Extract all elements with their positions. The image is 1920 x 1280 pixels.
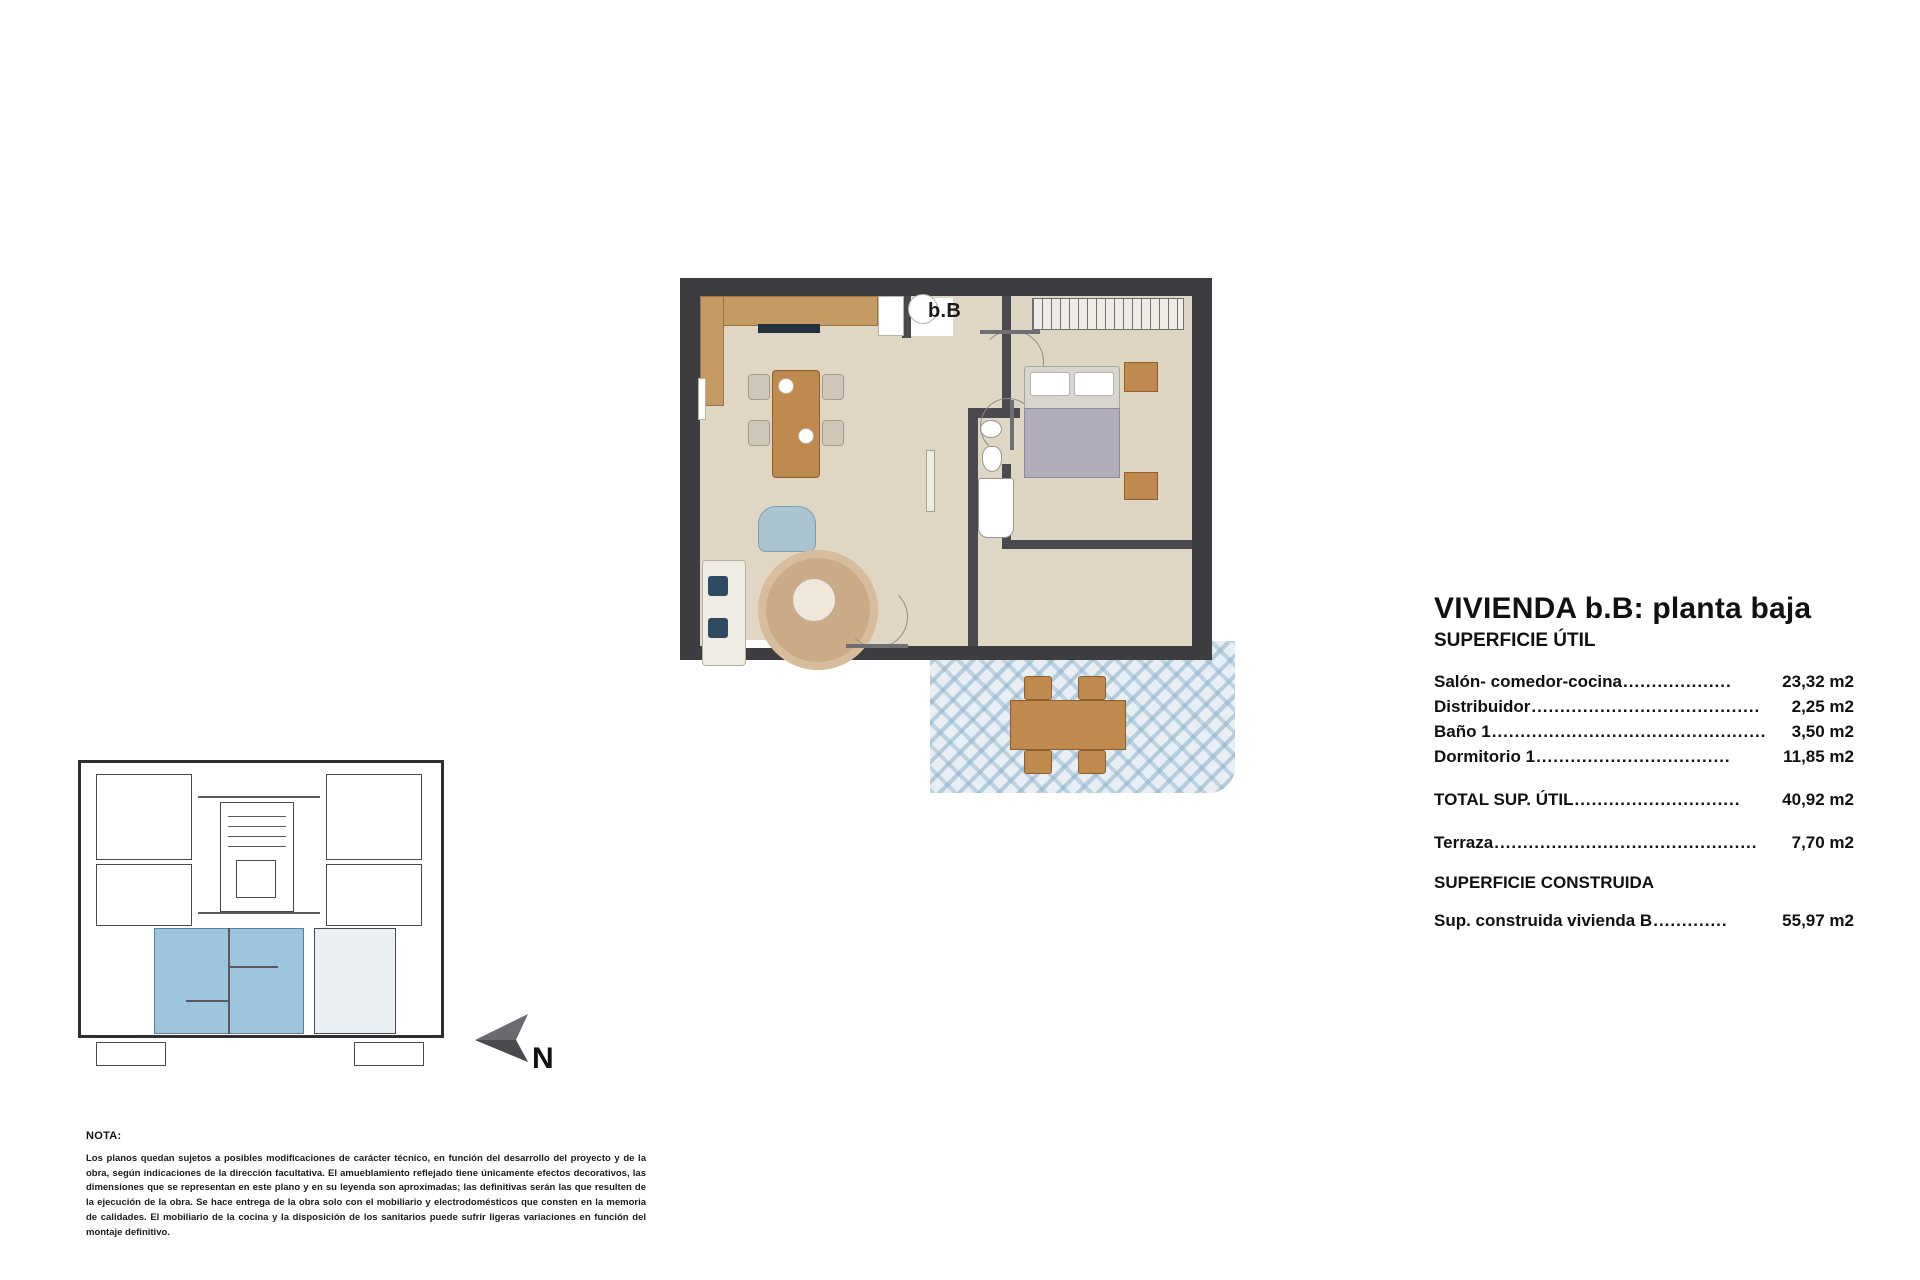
dining-chair (748, 374, 770, 400)
bed-blanket (1024, 408, 1120, 478)
terrace-chair (1024, 750, 1052, 774)
terrace-chair (1024, 676, 1052, 700)
built-area-row (1434, 911, 1854, 931)
terrace-chair (1078, 750, 1106, 774)
dining-placemat (778, 378, 794, 394)
dining-chair (822, 420, 844, 446)
nightstand (1124, 472, 1158, 500)
keyplan-terrace-strip (354, 1042, 424, 1066)
area-row (1434, 672, 1854, 692)
keyplan-outline-bottom (78, 1035, 444, 1038)
leader-dots: ............................. (1574, 790, 1741, 809)
shower-tray (978, 478, 1014, 538)
keyplan-unit (326, 864, 422, 926)
area-value: 11,85 m2 (1783, 747, 1854, 766)
area-value: 2,25 m2 (1791, 697, 1854, 716)
terrace-door-swing (846, 586, 908, 648)
apartment-outline (680, 278, 1240, 798)
partition-wall-bedroom-bottom (1002, 540, 1192, 549)
bathroom-mirror (926, 450, 935, 512)
area-label: Baño 1 (1434, 722, 1491, 741)
area-row (1434, 722, 1854, 742)
kitchen-window (698, 378, 706, 420)
built-value: 55,97 m2 (1782, 911, 1854, 930)
north-arrow (470, 1000, 580, 1090)
leader-dots: .............................................. (1494, 833, 1758, 852)
unit-label: b.B (928, 300, 962, 322)
terrace-label: Terraza (1434, 833, 1494, 852)
terrace-door-leaf (846, 644, 908, 648)
total-useful-area-row (1434, 790, 1854, 810)
north-letter: N (532, 1042, 554, 1075)
nightstand (1124, 362, 1158, 392)
keyplan-highlight-partition (228, 966, 278, 968)
keyplan-highlight-partition (228, 928, 230, 1034)
wardrobe (1032, 298, 1184, 330)
leader-dots: ................... (1622, 672, 1732, 691)
note-block (86, 1130, 646, 1240)
area-label: Salón- comedor-cocina (1434, 672, 1622, 691)
keyplan-outline-right (441, 760, 444, 1038)
keyplan-corridor-line (198, 796, 320, 798)
info-panel (1434, 592, 1854, 936)
spacer (1434, 772, 1854, 790)
page-title: VIVIENDA b.B: planta baja (1434, 592, 1812, 625)
total-label: TOTAL SUP. ÚTIL (1434, 790, 1574, 809)
kitchen-counter-top (718, 296, 878, 326)
refrigerator (878, 296, 904, 336)
keyplan-stair-step (228, 846, 286, 847)
terrace-area-row (1434, 833, 1854, 853)
dining-chair (822, 374, 844, 400)
keyplan-outline-left (78, 760, 81, 1038)
bathroom-door-leaf (1010, 400, 1014, 450)
floor-plan (672, 272, 1262, 802)
keyplan-corridor-line (198, 912, 320, 914)
kitchen-hob (758, 324, 820, 333)
leader-dots: .................................. (1536, 747, 1731, 766)
note-body: Los planos quedan sujetos a posibles modificaciones de carácter técnico, en función del desarrollo del proyecto y de la obra, según indicaciones de la dirección facultativa. El amueblamiento reflejado tiene únicamente efectos decorativos, las dimensiones que se representan en este plano y en su leyenda son aproximadas; las definitivas serán las que resulten de la ejecución de la obra. Se hace entrega de la obra solo con el mobiliario y electrodomésticos que consten en la memoria de calidades. El mobiliario de la cocina y la disposición de los sanitarios puede sufrir ligeras variaciones en función del montaje definitivo. (86, 1153, 646, 1238)
spacer (1434, 815, 1854, 833)
bed-pillow (1074, 372, 1114, 396)
keyplan-unit (326, 774, 422, 860)
keyplan-stair-step (228, 826, 286, 827)
leader-dots: ........................................ (1531, 697, 1761, 716)
area-label: Distribuidor (1434, 697, 1531, 716)
area-label: Dormitorio 1 (1434, 747, 1536, 766)
dining-chair (748, 420, 770, 446)
area-row (1434, 697, 1854, 717)
note-title: NOTA: (86, 1130, 122, 1142)
area-value: 23,32 m2 (1782, 672, 1854, 691)
terrace-chair (1078, 676, 1106, 700)
terrace-table (1010, 700, 1126, 750)
keyplan-highlight-partition (186, 1000, 230, 1002)
keyplan-outline-top (78, 760, 444, 763)
keyplan-terrace-strip (96, 1042, 166, 1066)
useful-area-subtitle: SUPERFICIE ÚTIL (1434, 630, 1596, 651)
sofa-cushion (708, 618, 728, 638)
coffee-table (792, 578, 836, 622)
keyplan-unit (96, 774, 192, 860)
bed-pillow (1030, 372, 1070, 396)
armchair (758, 506, 816, 552)
key-plan (78, 760, 458, 1090)
built-label: Sup. construida vivienda B (1434, 911, 1653, 930)
keyplan-stair-step (228, 816, 286, 817)
dining-placemat (798, 428, 814, 444)
keyplan-stair-step (228, 836, 286, 837)
built-area-heading: SUPERFICIE CONSTRUIDA (1434, 873, 1655, 892)
leader-dots: ............. (1653, 911, 1728, 930)
keyplan-unit (96, 864, 192, 926)
leader-dots: ................................................ (1491, 722, 1767, 741)
total-value: 40,92 m2 (1782, 790, 1854, 809)
keyplan-unit-ground-right (314, 928, 396, 1034)
north-arrow-icon (470, 1000, 580, 1090)
keyplan-elevator (236, 860, 276, 898)
area-row (1434, 747, 1854, 767)
area-value: 3,50 m2 (1791, 722, 1854, 741)
terrace-value: 7,70 m2 (1791, 833, 1854, 852)
partition-wall-vertical (968, 408, 978, 646)
bedroom-door-leaf (980, 330, 1040, 334)
sofa-cushion (708, 576, 728, 596)
